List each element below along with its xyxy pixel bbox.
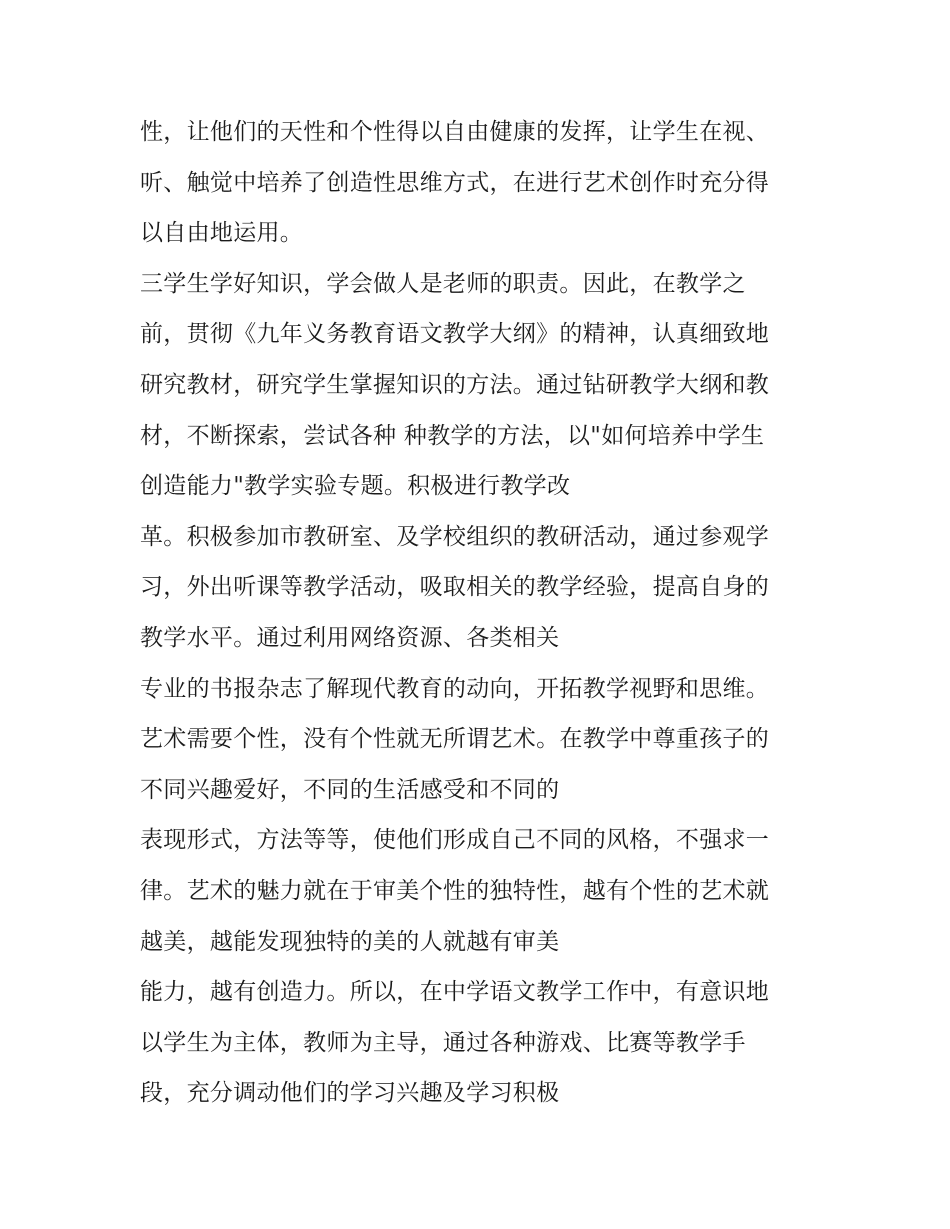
- text-line: 专业的书报杂志了解现代教育的动向，开拓教学视野和思维。: [140, 675, 770, 702]
- document-body: [140, 107, 830, 1119]
- text-line: 研究教材，研究学生掌握知识的方法。通过钻研教学大纲和教: [140, 371, 770, 398]
- text-line: 革。积极参加市教研室、及学校组织的教研活动，通过参观学: [140, 523, 770, 550]
- text-line: 不同兴趣爱好，不同的生活感受和不同的: [140, 776, 560, 803]
- text-line: 段，充分调动他们的学习兴趣及学习积极: [140, 1080, 560, 1107]
- text-line: 性，让他们的天性和个性得以自由健康的发挥，让学生在视、: [140, 119, 770, 145]
- text-line: 三学生学好知识，学会做人是老师的职责。因此，在教学之: [140, 270, 746, 297]
- text-line: 前，贯彻《九年义务教育语文教学大纲》的精神，认真细致地: [140, 321, 770, 348]
- text-line: 材，不断探索，尝试各种 种教学的方法，以"如何培养中学生: [140, 422, 765, 449]
- text-line: 听、触觉中培养了创造性思维方式，在进行艺术创作时充分得: [140, 169, 770, 196]
- text-line: 艺术需要个性，没有个性就无所谓艺术。在教学中尊重孩子的: [140, 726, 770, 753]
- text-line: 越美，越能发现独特的美的人就越有审美: [140, 928, 560, 955]
- text-line: 以学生为主体，教师为主导，通过各种游戏、比赛等教学手: [140, 1029, 746, 1056]
- text-line: 表现形式，方法等等，使他们形成自己不同的风格，不强求一: [140, 827, 770, 854]
- text-line: 律。艺术的魅力就在于审美个性的独特性，越有个性的艺术就: [140, 877, 770, 904]
- text-line: 能力，越有创造力。所以，在中学语文教学工作中，有意识地: [140, 979, 770, 1006]
- text-line: 习，外出听课等教学活动，吸取相关的教学经验，提高自身的: [140, 574, 770, 601]
- text-line: 以自由地运用。: [140, 220, 304, 247]
- text-line: 创造能力"教学实验专题。积极进行教学改: [140, 473, 571, 500]
- text-line: 教学水平。通过利用网络资源、各类相关: [140, 624, 560, 651]
